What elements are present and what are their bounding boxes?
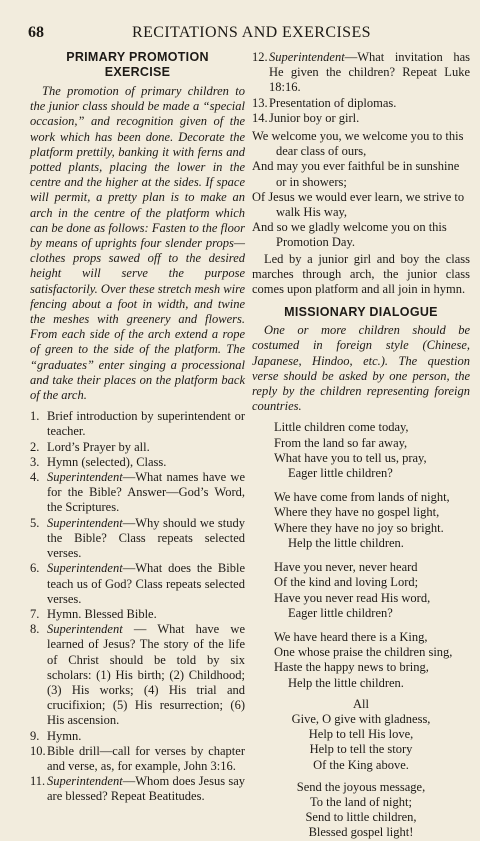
program-item xyxy=(30,409,245,439)
poem-line: What have you to tell us, pray, xyxy=(274,450,427,465)
speaker-label: Superintendent xyxy=(47,561,123,576)
poem-line: We have heard there is a King, xyxy=(274,629,428,644)
item-number: 11. xyxy=(30,774,46,789)
speaker-label: Superintendent xyxy=(269,50,345,64)
poem-line: Eager little children? xyxy=(288,466,393,481)
poem-line: Help to tell the story xyxy=(309,742,413,757)
poem-line: Send to little children, xyxy=(305,810,417,825)
program-item xyxy=(30,774,245,804)
program-item xyxy=(30,440,245,455)
verse-line: Of Jesus we would ever learn, we strive to walk His way, xyxy=(252,189,465,220)
left-column xyxy=(30,50,245,805)
stanza xyxy=(252,712,470,773)
program-item xyxy=(30,470,245,516)
speaker-label: Superintendent xyxy=(47,622,123,637)
item-number: 8. xyxy=(30,622,40,637)
poem-line: Of the kind and loving Lord; xyxy=(274,575,419,590)
item-number: 2. xyxy=(30,439,40,454)
poem-line: Give, O give with gladness, xyxy=(291,711,431,726)
stanza xyxy=(252,490,470,551)
speaker-label: Superintendent xyxy=(47,774,123,789)
poem-line: Blessed gospel light! xyxy=(308,825,414,840)
program-list xyxy=(30,409,245,804)
poem-line: Help to tell His love, xyxy=(308,727,414,742)
right-column xyxy=(252,50,470,841)
program-item xyxy=(252,96,470,111)
poem-line: Little children come today, xyxy=(274,420,409,435)
item-text: Brief introduction by superintendent or teacher. xyxy=(47,409,245,439)
item-number: 14. xyxy=(252,110,268,125)
program-item xyxy=(30,607,245,622)
program-item xyxy=(30,561,245,607)
page-header xyxy=(28,24,466,46)
program-list-continued xyxy=(252,50,470,126)
dialogue-poem xyxy=(252,420,470,840)
item-text: —Whom does Jesus say are blessed? Repeat Beatitudes. xyxy=(47,774,245,804)
stanza xyxy=(252,780,470,841)
page-number: 68 xyxy=(28,24,44,41)
item-number: 9. xyxy=(30,728,40,743)
item-text: —Why should we study the Bible? Class repeats selected verses. xyxy=(47,515,245,561)
poem-line: Send the joyous message, xyxy=(296,779,426,794)
item-text: —What names have we for the Bible? Answer—God’s Word, the Scriptures. xyxy=(47,470,245,515)
stanza xyxy=(252,560,470,621)
speaker-label: Superintendent xyxy=(47,515,123,530)
item-number: 7. xyxy=(30,606,40,621)
poem-line: From the land so far away, xyxy=(274,435,408,450)
poem-line: Haste the happy news to bring, xyxy=(274,660,429,675)
poem-line: Where they have no gospel light, xyxy=(274,505,440,520)
welcome-verse xyxy=(252,129,470,251)
primary-promotion-heading xyxy=(30,50,245,80)
item-text: Presentation of diplomas. xyxy=(269,95,397,110)
item-text: —What invitation has He given the children? Repeat Luke 18:16. xyxy=(269,50,470,95)
missionary-intro: One or more children should be costumed in foreign style (Chinese, Japanese, Hindoo, etc.). The question verse should be asked by one person, the reply by the children representing foreign countries. xyxy=(252,323,470,414)
poem-line: To the land of night; xyxy=(310,794,412,809)
all-label: All xyxy=(353,696,369,711)
item-number: 10. xyxy=(30,743,46,758)
item-number: 4. xyxy=(30,470,40,485)
missionary-dialogue-heading: MISSIONARY DIALOGUE xyxy=(284,305,438,320)
item-text: — What have we learned of Jesus? The story of the life of Christ should be told by six scholars: (1) His birth; (2) Childhood; (3) His works; (4) His trial and crucifixion; (5) His resurrection; (6) His ascension. xyxy=(47,622,245,728)
closing-paragraph: Led by a junior girl and boy the class marches through arch, the junior class comes upon platform and all join in hymn. xyxy=(252,251,470,297)
item-text: Hymn. Blessed Bible. xyxy=(47,606,157,621)
item-text: Bible drill—call for verses by chapter and verse, as, for example, John 3:16. xyxy=(47,743,245,773)
item-number: 1. xyxy=(30,409,40,424)
program-item xyxy=(30,744,245,774)
poem-line: Eager little children? xyxy=(288,605,393,620)
poem-line: Of the King above. xyxy=(313,757,409,772)
poem-line: We have come from lands of night, xyxy=(274,490,450,505)
item-number: 13. xyxy=(252,95,268,110)
verse-line: And may you ever faithful be in sunshine or in showers; xyxy=(252,159,460,189)
item-number: 3. xyxy=(30,454,40,469)
item-text: Hymn (selected), Class. xyxy=(47,454,167,469)
stanza xyxy=(252,420,470,481)
stanza xyxy=(252,630,470,691)
item-text: Hymn. xyxy=(47,728,82,743)
program-item xyxy=(30,622,245,728)
poem-line: One whose praise the children sing, xyxy=(274,645,453,660)
poem-line: Have you never read His word, xyxy=(274,590,431,605)
running-title: RECITATIONS AND EXERCISES xyxy=(132,24,371,41)
verse-line: We welcome you, we welcome you to this dear class of ours, xyxy=(252,129,464,159)
item-text: Junior boy or girl. xyxy=(269,110,360,125)
item-number: 5. xyxy=(30,515,40,530)
program-item xyxy=(30,455,245,470)
poem-line: Where they have no joy so bright. xyxy=(274,520,444,535)
heading-line-1: PRIMARY PROMOTION xyxy=(66,50,209,64)
promotion-intro: The promotion of primary children to the junior class should be made a “special occasion,” and recognition given of the work which has been done. Decorate the platform prettily, banking it with ferns and potted plants, placing the lower in the centre and the higher at the sides. If space will permit, a pretty plan is to make an arch in the centre of the platform which can be done as follows: Fasten to the floor by means of uprights four slender props—clothes props sawed off to the desired height will serve the purpose satisfactorily. Over these stretch mesh wire fencing about a foot in width, and twine the meshes with greenery and flowers. From each side of the arch extend a rope of green to the side of the platform. The “graduates” enter singing a processional and take their places on the platform back of the arch. xyxy=(30,84,246,403)
speaker-label: Superintendent xyxy=(47,470,123,485)
item-number: 12. xyxy=(252,50,268,64)
poem-line: Help the little children. xyxy=(288,535,404,550)
item-text: Lord’s Prayer by all. xyxy=(47,439,150,454)
program-item xyxy=(252,111,470,126)
item-number: 6. xyxy=(30,561,40,576)
poem-line: Help the little children. xyxy=(288,675,404,690)
program-item xyxy=(252,50,470,96)
program-item xyxy=(30,516,245,562)
heading-line-2: EXERCISE xyxy=(104,65,171,79)
verse-line: And so we gladly welcome you on this Promotion Day. xyxy=(252,220,447,250)
item-text: —What does the Bible teach us of God? Class repeats selected verses. xyxy=(47,561,245,606)
poem-line: Have you never, never heard xyxy=(274,560,418,575)
program-item xyxy=(30,729,245,744)
